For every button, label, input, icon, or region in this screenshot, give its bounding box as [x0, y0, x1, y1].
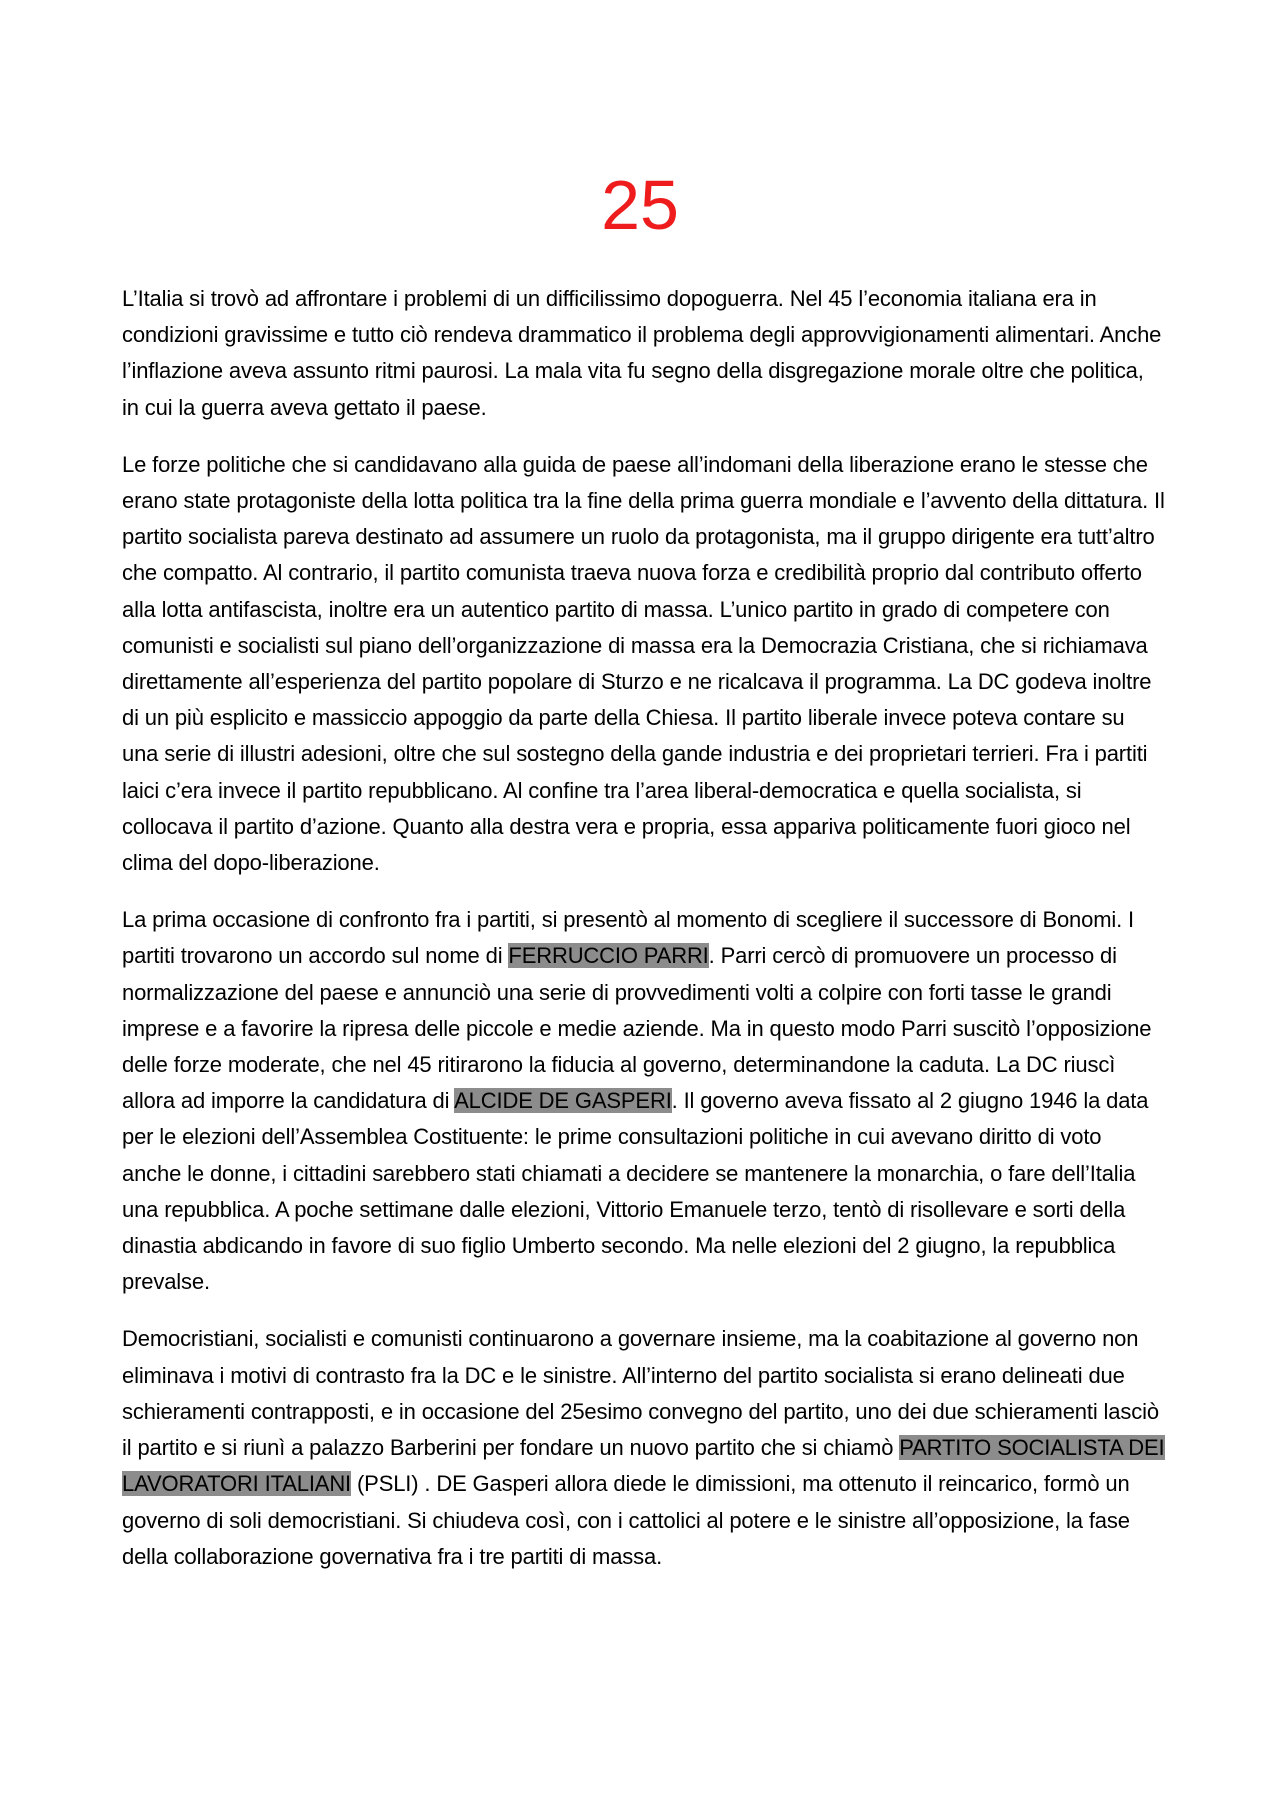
paragraph-2: Le forze politiche che si candidavano alla guida de paese all’indomani della liberazione erano le stesse che erano state protagoniste della lotta politica tra la fine della prima guerra mondiale e l’avvento della dittatura. Il partito socialista pareva destinato ad assumere un ruolo da protagonista, ma il gruppo dirigente era tutt’altro che compatto. Al contrario, il partito comunista traeva nuova forza e credibilità proprio dal contributo offerto alla lotta antifascista, inoltre era un autentico partito di massa. L’unico partito in grado di competere con comunisti e socialisti sul piano dell’organizzazione di massa era la Democrazia Cristiana, che si richiamava direttamente all’esperienza del partito popolare di Sturzo e ne ricalcava il programma. La DC godeva inoltre di un più esplicito e massiccio appoggio da parte della Chiesa. Il partito liberale invece poteva contare su una serie di illustri adesioni, oltre che sul sostegno della gande industria e dei proprietari terrieri. Fra i partiti laici c’era invece il partito repubblicano. Al confine tra l’area liberal-democratica e quella socialista, si collocava il partito d’azione. Quanto alla destra vera e propria, essa appariva politicamente fuori gioco nel clima del dopo-liberazione.	[122, 451, 1165, 876]
paragraph-3-text-c: . Il governo aveva fissato al 2 giugno 1946 la data per le elezioni dell’Assemblea Costituente: le prime consultazioni politiche in cui avevano diritto di voto anche le donne, i cittadini sarebbero stati chiamati a decidere se mantenere la monarchia, o fare dell’Italia una repubblica. A poche settimane dalle elezioni, Vittorio Emanuele terzo, tentò di risollevare e sorti della dinastia abdicando in favore di suo figlio Umberto secondo. Ma nelle elezioni del 2 giugno, la repubblica prevalse.	[122, 1088, 1149, 1295]
paragraph-3-text-b: . Parri cercò di promuovere un processo di normalizzazione del paese e annunciò una serie di provvedimenti volti a colpire con forti tasse le grandi imprese e a favorire la ripresa delle piccole e medie aziende. Ma in questo modo Parri suscitò l’opposizione delle forze moderate, che nel 45 ritirarono la fiducia al governo, determinandone la caduta. La DC riuscì allora ad imporre la candidatura di	[122, 943, 1152, 1114]
paragraph-4-text-b: (PSLI) . DE Gasperi allora diede le dimissioni, ma ottenuto il reincarico, formò un governo di soli democristiani. Si chiudeva così, con i cattolici al potere e le sinistre all’opposizione, la fase della collaborazione governativa fra i tre partiti di massa.	[122, 1471, 1130, 1569]
paragraph-3	[122, 902, 1166, 1300]
page-number: 25	[601, 166, 679, 244]
paragraph-4	[122, 1321, 1166, 1574]
paragraph-3-text-a: La prima occasione di confronto fra i partiti, si presentò al momento di scegliere il successore di Bonomi. I partiti trovarono un accordo sul nome di	[122, 907, 1135, 969]
highlight-alcide-de-gasperi: ALCIDE DE GASPERI	[454, 1088, 672, 1114]
paragraph-1: L’Italia si trovò ad affrontare i problemi di un difficilissimo dopoguerra. Nel 45 l’economia italiana era in condizioni gravissime e tutto ciò rendeva drammatico il problema degli approvvigionamenti alimentari. Anche l’inflazione aveva assunto ritmi paurosi. La mala vita fu segno della disgregazione morale oltre che politica, in cui la guerra aveva gettato il paese.	[122, 286, 1162, 420]
highlight-psli: PARTITO SOCIALISTA DEI LAVORATORI ITALIANI	[122, 1435, 1165, 1497]
paragraph-4-text-a: Democristiani, socialisti e comunisti continuarono a governare insieme, ma la coabitazione al governo non eliminava i motivi di contrasto fra la DC e le sinistre. All’interno del partito socialista si erano delineati due schieramenti contrapposti, e in occasione del 25esimo convegno del partito, uno dei due schieramenti lasciò il partito e si riunì a palazzo Barberini per fondare un nuovo partito che si chiamò	[122, 1326, 1159, 1461]
highlight-ferruccio-parri: FERRUCCIO PARRI	[508, 943, 709, 969]
document-body	[122, 281, 1166, 1596]
